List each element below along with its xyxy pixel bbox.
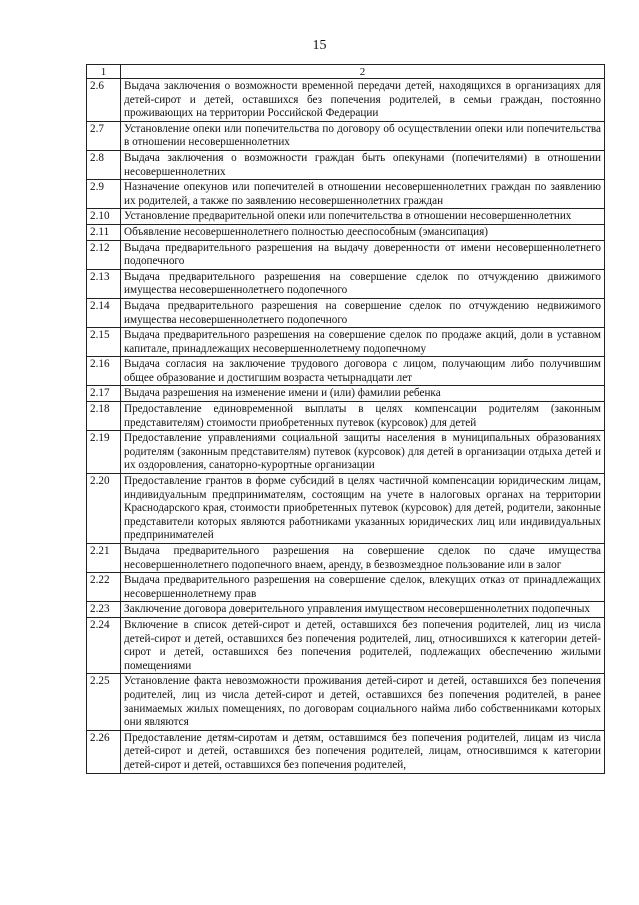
service-description: Выдача предварительного разрешения на совершение сделок, влекущих отказ от принадлежащих несовершеннолетнему прав: [121, 573, 605, 602]
service-description: Выдача предварительного разрешения на совершение сделок по отчуждению движимого имущества несовершеннолетнего подопечного: [121, 269, 605, 298]
services-table: [86, 64, 605, 774]
row-number: 2.6: [87, 79, 121, 122]
table-row: [87, 573, 605, 602]
table-row: [87, 730, 605, 773]
service-description: Выдача предварительного разрешения на совершение сделок по продаже акций, доли в уставном капитале, принадлежащих несовершеннолетнему подопечному: [121, 328, 605, 357]
service-description: Выдача предварительного разрешения на совершение сделок по отчуждению недвижимого имущества несовершеннолетнего подопечного: [121, 298, 605, 327]
row-number: 2.14: [87, 298, 121, 327]
table-row: [87, 357, 605, 386]
table-row: [87, 328, 605, 357]
service-description: Объявление несовершеннолетнего полностью дееспособным (эмансипация): [121, 224, 605, 240]
row-number: 2.24: [87, 617, 121, 673]
row-number: 2.9: [87, 180, 121, 209]
row-number: 2.20: [87, 474, 121, 544]
service-description: Выдача предварительного разрешения на совершение сделок по сдаче имущества несовершеннолетнего подопечного внаем, аренду, в безвозмездное пользование или в залог: [121, 544, 605, 573]
row-number: 2.13: [87, 269, 121, 298]
service-description: Выдача заключения о возможности временной передачи детей, находящихся в организациях для детей-сирот и детей, оставшихся без попечения родителей, в семьи граждан, постоянно проживающих на территории Российской Федерации: [121, 79, 605, 122]
table-row: [87, 79, 605, 122]
table-row: [87, 402, 605, 431]
service-description: Выдача разрешения на изменение имени и (или) фамилии ребенка: [121, 386, 605, 402]
table-row: [87, 474, 605, 544]
service-description: Установление предварительной опеки или попечительства в отношении несовершеннолетних: [121, 209, 605, 225]
table-row: [87, 431, 605, 474]
column-header-number: 1: [87, 65, 121, 79]
row-number: 2.16: [87, 357, 121, 386]
table-row: [87, 240, 605, 269]
row-number: 2.25: [87, 674, 121, 730]
table-row: [87, 224, 605, 240]
row-number: 2.10: [87, 209, 121, 225]
row-number: 2.19: [87, 431, 121, 474]
service-description: Выдача предварительного разрешения на выдачу доверенности от имени несовершеннолетнего подопечного: [121, 240, 605, 269]
service-description: Включение в список детей-сирот и детей, оставшихся без попечения родителей, лиц из числа детей-сирот и детей, оставшихся без попечения родителей, лиц, относившихся к категории детей-сирот и детей, оставшихся без попечения родителей, подлежащих обеспечению жилыми помещениями: [121, 617, 605, 673]
service-description: Установление факта невозможности проживания детей-сирот и детей, оставшихся без попечения родителей, лиц из числа детей-сирот и детей, оставшихся без попечения родителей, в ранее занимаемых жилых помещениях, по договорам социального найма либо собственниками которых они являются: [121, 674, 605, 730]
table-row: [87, 602, 605, 618]
service-description: Установление опеки или попечительства по договору об осуществлении опеки или попечительства в отношении несовершеннолетних: [121, 121, 605, 150]
table-row: [87, 386, 605, 402]
service-description: Выдача согласия на заключение трудового договора с лицом, получающим либо получившим общее образование и достигшим возраста четырнадцати лет: [121, 357, 605, 386]
row-number: 2.7: [87, 121, 121, 150]
row-number: 2.22: [87, 573, 121, 602]
column-header-description: 2: [121, 65, 605, 79]
service-description: Предоставление детям-сиротам и детям, оставшимся без попечения родителей, лицам из числа детей-сирот и детей, оставшихся без попечения родителей, лицам, относившимся к категории детей-сирот и детей, оставшихся без попечения родителей,: [121, 730, 605, 773]
service-description: Выдача заключения о возможности граждан быть опекунами (попечителями) в отношении несовершеннолетних: [121, 150, 605, 179]
table-row: [87, 544, 605, 573]
table-header-row: [87, 65, 605, 79]
row-number: 2.26: [87, 730, 121, 773]
table-row: [87, 209, 605, 225]
row-number: 2.8: [87, 150, 121, 179]
row-number: 2.12: [87, 240, 121, 269]
row-number: 2.11: [87, 224, 121, 240]
service-description: Заключение договора доверительного управления имуществом несовершеннолетних подопечных: [121, 602, 605, 618]
service-description: Назначение опекунов или попечителей в отношении несовершеннолетних граждан по заявлению их родителей, а также по заявлению несовершеннолетних граждан: [121, 180, 605, 209]
row-number: 2.18: [87, 402, 121, 431]
row-number: 2.21: [87, 544, 121, 573]
table-row: [87, 121, 605, 150]
table-row: [87, 298, 605, 327]
row-number: 2.23: [87, 602, 121, 618]
table-row: [87, 150, 605, 179]
table-row: [87, 180, 605, 209]
table-row: [87, 617, 605, 673]
table-row: [87, 674, 605, 730]
page-number: 15: [312, 38, 327, 53]
row-number: 2.15: [87, 328, 121, 357]
service-description: Предоставление грантов в форме субсидий в целях частичной компенсации юридическим лицам, индивидуальным предпринимателям, состоящим на учете в налоговых органах на территории Краснодарского края, стоимости приобретенных путевок (курсовок) для детей, родители, законные представители которых являются работниками указанных юридических лиц или индивидуальных предпринимателей: [121, 474, 605, 544]
table-row: [87, 269, 605, 298]
row-number: 2.17: [87, 386, 121, 402]
service-description: Предоставление единовременной выплаты в целях компенсации родителям (законным представителям) стоимости приобретенных путевок (курсовок) для детей: [121, 402, 605, 431]
service-description: Предоставление управлениями социальной защиты населения в муниципальных образованиях родителям (законным представителям) путевок (курсовок) для детей в организации отдыха детей и их оздоровления, санаторно-курортные организации: [121, 431, 605, 474]
